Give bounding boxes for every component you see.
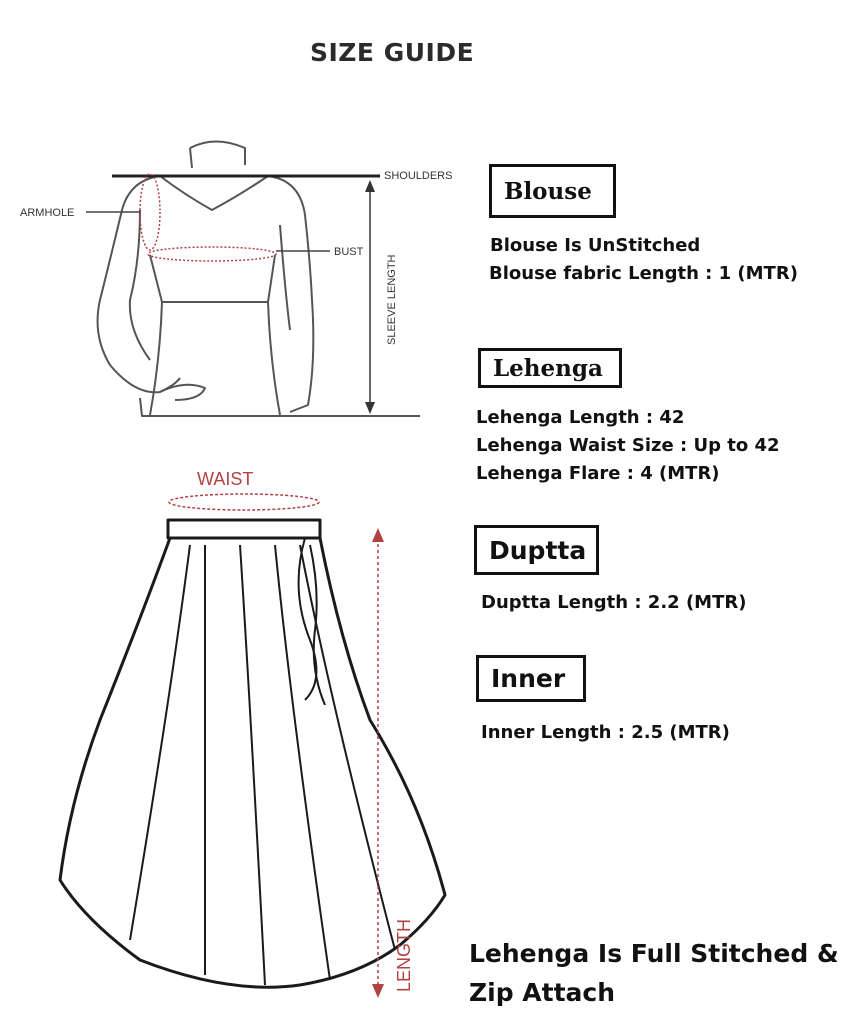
label-length: LENGTH [394,918,414,992]
label-sleeve-length: SLEEVE LENGTH [386,254,398,345]
blouse-line-2: Blouse fabric Length : 1 (MTR) [489,263,798,284]
duptta-heading [474,525,599,575]
blouse-figure [98,142,420,417]
lehenga-line-1: Lehenga Length : 42 [476,407,685,428]
lehenga-line-3: Lehenga Flare : 4 (MTR) [476,463,720,484]
label-waist: WAIST [197,469,254,489]
blouse-line-1: Blouse Is UnStitched [490,235,701,256]
label-bust: BUST [334,246,364,258]
lehenga-heading [478,348,622,388]
inner-line-1: Inner Length : 2.5 (MTR) [481,722,730,743]
duptta-line-1: Duptta Length : 2.2 (MTR) [481,592,747,613]
inner-heading-text: Inner [491,664,566,693]
footer-line-1: Lehenga Is Full Stitched & [469,939,839,968]
inner-heading [476,655,586,702]
lehenga-line-2: Lehenga Waist Size : Up to 42 [476,435,780,456]
lehenga-heading-text: Lehenga [493,354,603,382]
blouse-heading [489,164,616,218]
duptta-heading-text: Duptta [489,535,587,565]
label-shoulders: SHOULDERS [384,170,453,182]
lehenga-figure [60,520,445,987]
blouse-heading-text: Blouse [504,177,592,205]
page-title: SIZE GUIDE [310,38,475,67]
label-armhole: ARMHOLE [20,207,75,219]
footer-line-2: Zip Attach [469,978,616,1007]
